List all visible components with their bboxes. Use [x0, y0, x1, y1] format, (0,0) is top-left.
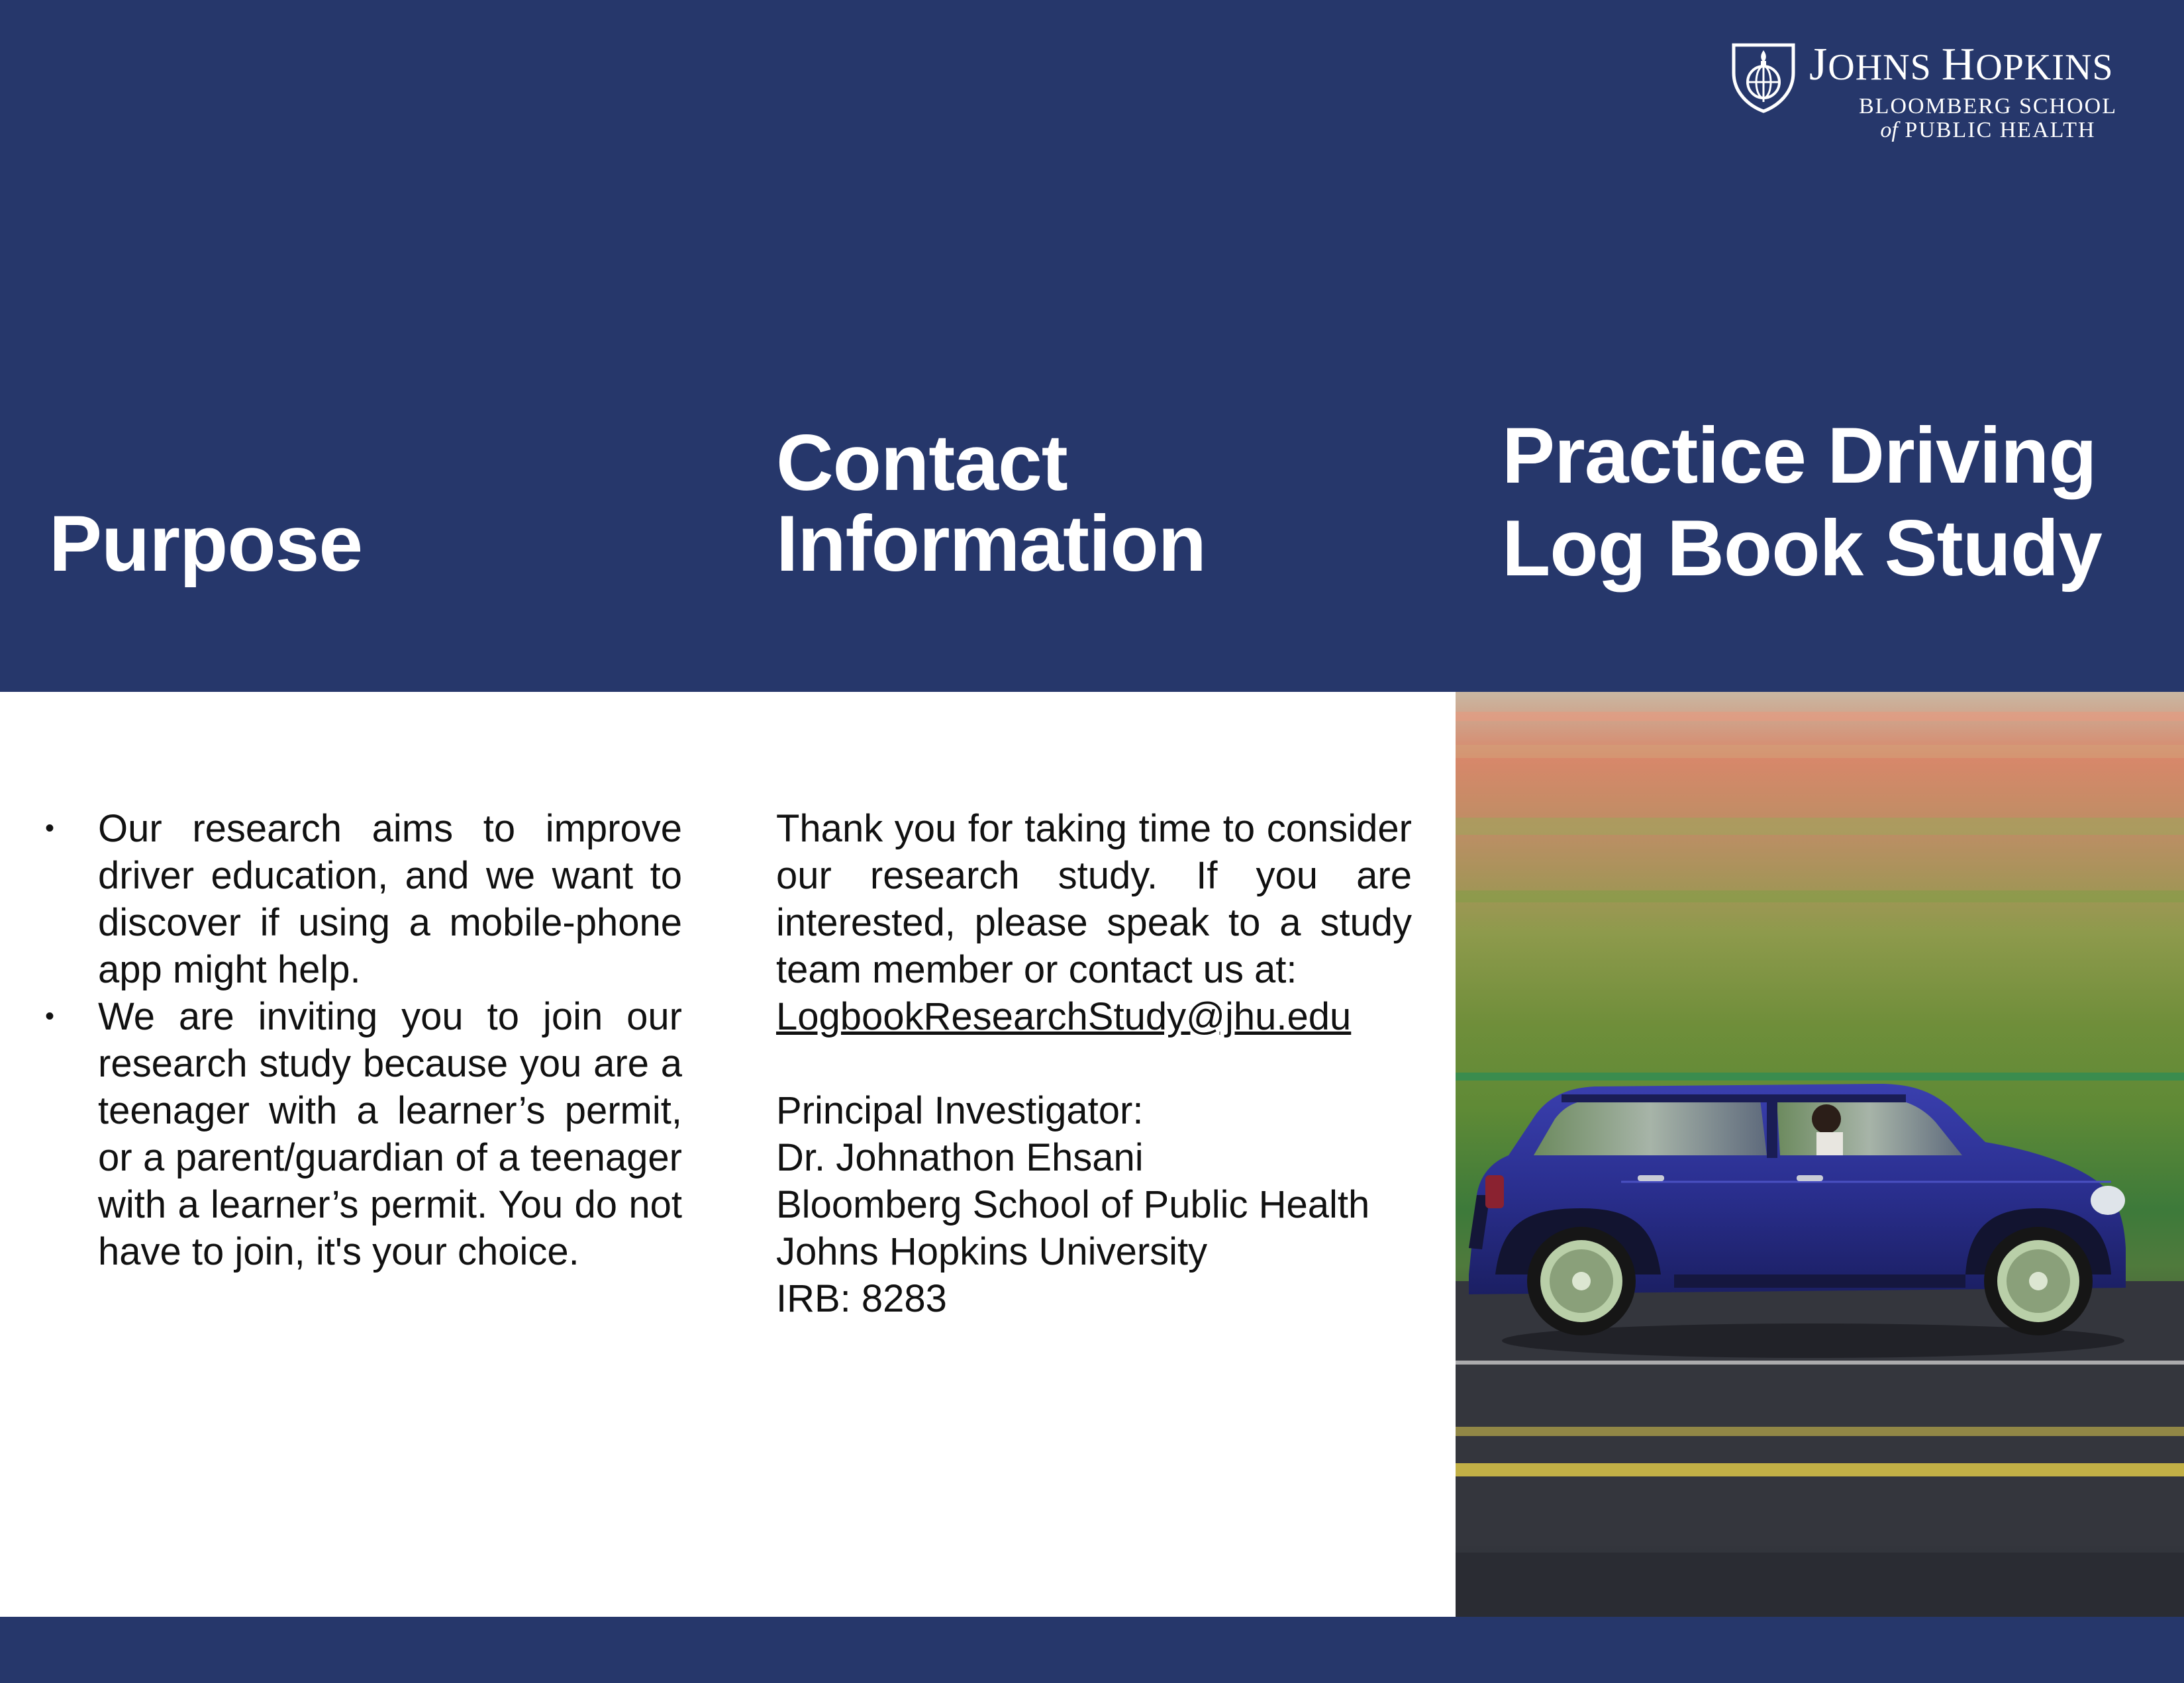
purpose-list — [40, 805, 682, 1275]
contact-email-link[interactable]: LogbookResearchStudy@jhu.edu — [776, 995, 1352, 1038]
list-item — [40, 805, 682, 993]
pi-name: Dr. Johnathon Ehsani — [776, 1136, 1144, 1179]
study-title-line2: Log Book Study — [1502, 504, 2102, 593]
study-title — [1502, 409, 2102, 595]
bullet-icon: • — [45, 814, 55, 843]
car-photo — [1456, 692, 2184, 1617]
bullet-icon: • — [45, 1002, 55, 1031]
pi-label: Principal Investigator: — [776, 1089, 1144, 1132]
study-title-line1: Practice Driving — [1502, 411, 2097, 500]
footer-band — [0, 1617, 2184, 1683]
logo-subtitle-school: BLOOMBERG SCHOOL — [1859, 94, 2117, 119]
spacer — [776, 1040, 1412, 1087]
pi-university: Johns Hopkins University — [776, 1230, 1208, 1273]
purpose-heading: Purpose — [49, 499, 363, 588]
contact-heading-line2: Information — [776, 499, 1206, 588]
contact-intro: Thank you for taking time to consider our research study. If you are interested, please speak to a study team member or contact us at: — [776, 807, 1412, 991]
purpose-item-text: We are inviting you to join our research study because you are a teenager with a learner’s permit, or a parent/guardian of a teenager with a learner’s permit. You do not have to join, it's your choice. — [98, 995, 682, 1273]
purpose-item-text: Our research aims to improve driver education, and we want to discover if using a mobile-phone app might help. — [98, 807, 682, 991]
contact-heading-line1: Contact — [776, 418, 1067, 507]
list-item — [40, 993, 682, 1275]
contact-block — [776, 805, 1412, 1322]
contact-heading — [776, 418, 1206, 588]
irb-number: IRB: 8283 — [776, 1277, 947, 1320]
car-photo-illustration — [1456, 692, 2184, 1617]
shield-icon — [1730, 41, 1797, 114]
jhu-logo — [1730, 38, 2147, 151]
pi-school: Bloomberg School of Public Health — [776, 1183, 1370, 1226]
logo-wordmark: JOHNS HOPKINS — [1809, 39, 2114, 90]
logo-subtitle-health: of PUBLIC HEALTH — [1880, 118, 2096, 142]
